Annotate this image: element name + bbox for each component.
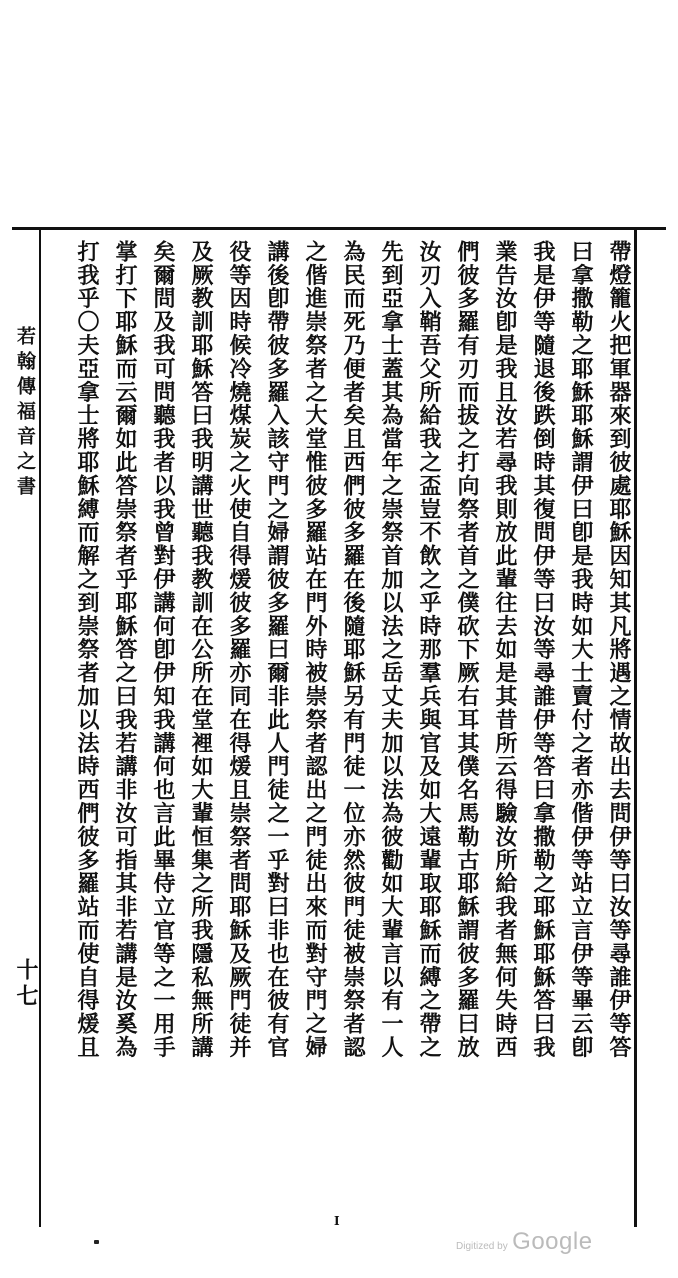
text-column-3: 我是伊等隨退後跌倒時其復問伊等曰汝等尋誰伊等答曰拿撒勒之耶穌耶穌答曰我 bbox=[530, 240, 556, 1059]
text-column-6: 汝刃入鞘吾父所給我之盃豈不飲之乎時那羣兵與官及如大遠輩取耶穌而縛之帶之 bbox=[416, 240, 442, 1059]
text-column-11: 役等因時候冷燒煤炭之火使自得煖彼多羅亦同在得煖且崇祭者問耶穌及厥門徒并 bbox=[226, 240, 252, 1059]
text-column-2: 曰拿撒勒之耶穌耶穌謂伊曰卽是我時如大士賣付之者亦偕伊等站立言伊等畢云卽 bbox=[568, 240, 594, 1059]
watermark-prefix: Digitized by bbox=[456, 1241, 508, 1252]
text-column-13: 矣爾問及我可問聽我者以我曾對伊講何卽伊知我講何也言此畢侍立官等之一用手 bbox=[150, 240, 176, 1059]
text-column-5: 們彼多羅有刃而拔之打向祭者首之僕砍下厥右耳其僕名馬勒古耶穌謂彼多羅曰放 bbox=[454, 240, 480, 1059]
text-column-10: 講後卽帶彼多羅入該守門之婦謂彼多羅曰爾非此人門徒之一乎對曰非也在彼有官 bbox=[264, 240, 290, 1059]
text-column-4: 業告汝卽是我且汝若尋我則放此輩往去如是其昔所云得驗汝所給我者無何失時西 bbox=[492, 240, 518, 1059]
digitized-watermark bbox=[456, 1228, 593, 1256]
page-number: 十七 bbox=[13, 958, 39, 1010]
text-column-1: 帶燈籠火把軍器來到彼處耶穌因知其凡將遇之情故出去問伊等曰汝等尋誰伊等答 bbox=[606, 240, 632, 1059]
text-column-12: 及厥教訓耶穌答曰我明講世聽我教訓在公所在堂裡如大輩恒集之所我隱私無所講 bbox=[188, 240, 214, 1059]
text-column-7: 先到亞拿士蓋其為當年之崇祭首加以法之岳丈夫加以法為彼勸如大輩言以有一人 bbox=[378, 240, 404, 1059]
right-border-rule bbox=[634, 227, 637, 1227]
text-column-15: 打我乎〇夫亞拿士將耶穌縛而解之到崇祭者加以法時西們彼多羅站而使自得煖且 bbox=[74, 240, 100, 1059]
text-column-8: 為民而死乃便者矣且西們彼多羅在後隨耶穌另有門徒一位亦然彼門徒被崇祭者認 bbox=[340, 240, 366, 1059]
text-column-9: 之偕進崇祭者之大堂惟彼多羅站在門外時被崇祭者認出之門徒出來而對守門之婦 bbox=[302, 240, 328, 1059]
watermark-logo-text: Google bbox=[512, 1228, 593, 1255]
ink-speck bbox=[94, 1240, 99, 1244]
bottom-signature-mark: I bbox=[334, 1214, 340, 1228]
text-column-14: 掌打下耶穌而云爾如此答崇祭者乎耶穌答之曰我若講非汝可指其非若講是汝奚為 bbox=[112, 240, 138, 1059]
left-margin-rule bbox=[39, 227, 41, 1227]
book-side-title: 若翰傳福音之書 bbox=[14, 326, 36, 501]
